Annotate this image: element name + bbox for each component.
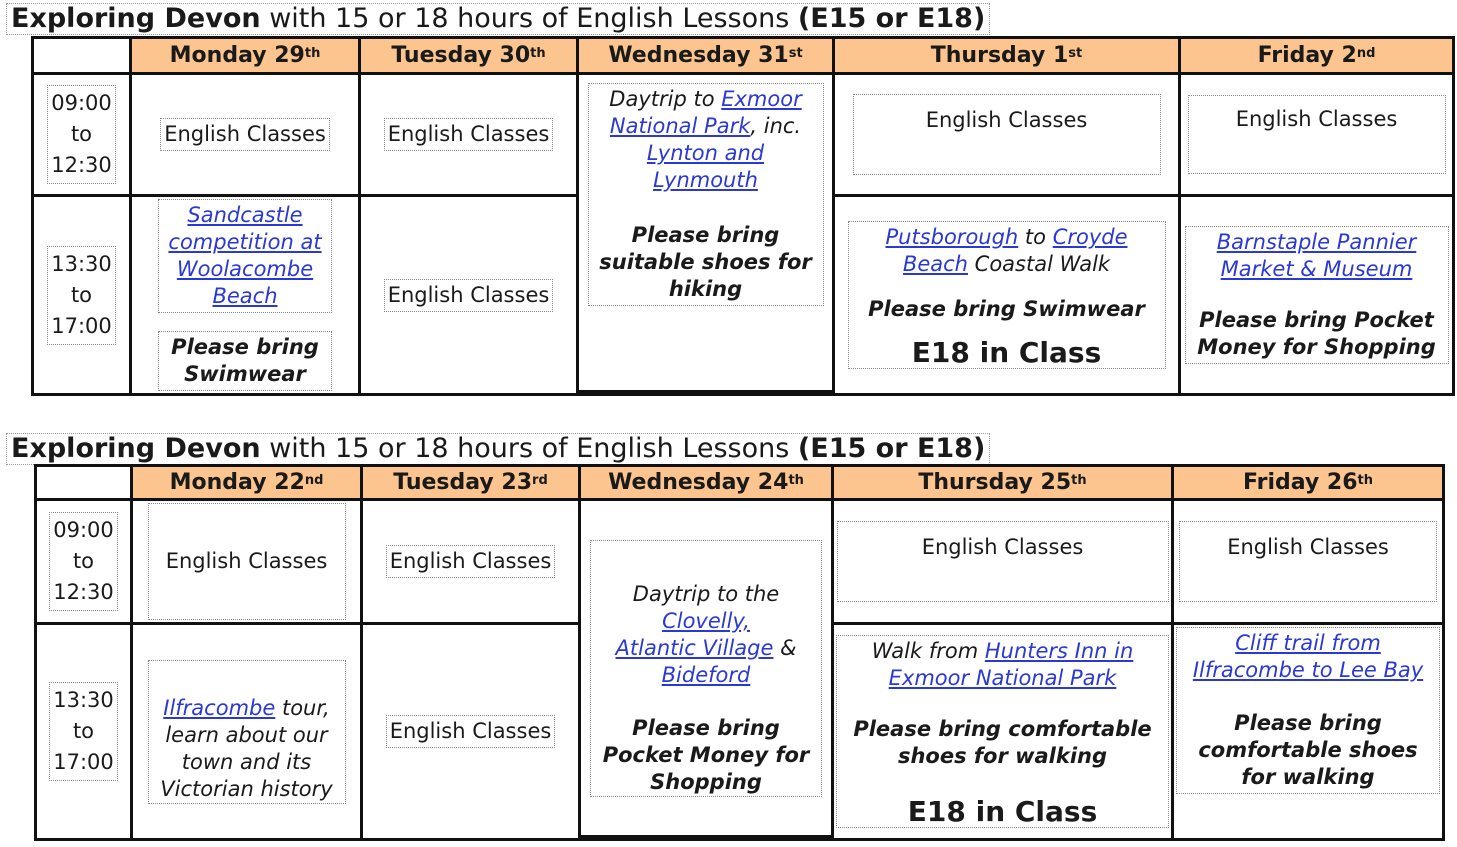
hunters-inn-link[interactable]: Hunters Inn in Exmoor National Park [888,639,1134,690]
exmoor-link[interactable]: Exmoor National Park [609,87,802,138]
wednesday-note: Please bring suitable shoes for hiking [599,223,812,301]
e18-in-class: E18 in Class [911,336,1102,369]
wednesday-daytrip-cell: Daytrip to Exmoor National Park, inc. Lynton and Lynmouth Please bring suitable shoes for hiking [579,75,835,393]
day-header-wednesday: Wednesday 24 $^{th}$ [581,467,834,501]
monday-morning-cell: English Classes [132,75,361,197]
day-header-monday: Monday 29 $^{th}$ [132,39,361,75]
bideford-link[interactable]: Bideford [661,662,751,687]
tuesday-afternoon-cell: English Classes [363,625,581,838]
day-header-thursday: Thursday 1 $^{st}$ [835,39,1181,75]
clovelly-link[interactable]: Clovelly, [662,608,750,633]
schedule-1-table [31,36,1455,396]
wednesday-note: Please bring Pocket Money for Shopping [602,715,810,794]
day-header-wednesday: Wednesday 31 $^{st}$ [579,39,835,75]
corner-cell [37,467,133,501]
atlantic-village-link[interactable]: Atlantic Village [615,635,774,660]
day-header-thursday: Thursday 25 $^{th}$ [834,467,1174,501]
lynton-lynmouth-link[interactable]: Lynton and Lynmouth [646,141,765,192]
cliff-trail-link[interactable]: Cliff trail from Ilfracombe to Lee Bay [1192,631,1424,682]
corner-cell [34,39,132,75]
friday-afternoon-cell: Cliff trail from Ilfracombe to Lee Bay Please bring comfortable shoes for walking [1174,625,1442,838]
sandcastle-link[interactable]: Sandcastle competition at Woolacombe Beach [168,203,322,308]
monday-morning-cell: English Classes [133,501,363,625]
thursday-morning-cell: English Classes [835,75,1181,197]
friday-morning-cell: English Classes [1174,501,1442,625]
friday-morning-cell: English Classes [1181,75,1452,197]
e18-in-class: E18 in Class [907,795,1098,828]
day-header-friday: Friday 26 $^{th}$ [1174,467,1442,501]
ilfracombe-link[interactable]: Ilfracombe [163,695,276,720]
barnstaple-link[interactable]: Barnstaple Pannier Market & Museum [1216,230,1417,281]
tuesday-morning-cell: English Classes [363,501,581,625]
time-slot-afternoon: 13:30 to 17:00 [34,197,132,393]
day-header-tuesday: Tuesday 30 $^{th}$ [361,39,579,75]
croyde-beach-link[interactable]: Croyde Beach [902,225,1128,276]
schedule-1-title: Exploring Devon with 15 or 18 hours of English Lessons (E15 or E18) [6,3,990,35]
time-slot-morning: 09:00 to 12:30 [37,501,133,625]
wednesday-daytrip-cell: Daytrip to the Clovelly, Atlantic Village & Bideford Please bring Pocket Money for Shopping [581,501,834,838]
day-header-monday: Monday 22 $^{nd}$ [133,467,363,501]
day-header-tuesday: Tuesday 23 $^{rd}$ [363,467,581,501]
time-slot-morning: 09:00 to 12:30 [34,75,132,197]
putsborough-link[interactable]: Putsborough [885,225,1019,249]
monday-afternoon-cell: Ilfracombe tour, learn about our town and its Victorian history [133,625,363,838]
tuesday-afternoon-cell: English Classes [361,197,579,393]
thursday-afternoon-cell: Walk from Hunters Inn in Exmoor National Park Please bring comfortable shoes for walking E18 in Class [834,625,1174,838]
tuesday-morning-cell: English Classes [361,75,579,197]
thursday-morning-cell: English Classes [834,501,1174,625]
friday-afternoon-cell: Barnstaple Pannier Market & Museum Please bring Pocket Money for Shopping [1181,197,1452,393]
day-header-friday: Friday 2 $^{nd}$ [1181,39,1452,75]
thursday-afternoon-cell: Putsborough to Croyde Beach Coastal Walk Please bring Swimwear E18 in Class [835,197,1181,393]
schedule-2-table [34,464,1445,841]
time-slot-afternoon: 13:30 to 17:00 [37,625,133,838]
monday-afternoon-cell: Sandcastle competition at Woolacombe Beach Please bring Swimwear [132,197,361,393]
schedule-2-title: Exploring Devon with 15 or 18 hours of English Lessons (E15 or E18) [6,433,990,465]
